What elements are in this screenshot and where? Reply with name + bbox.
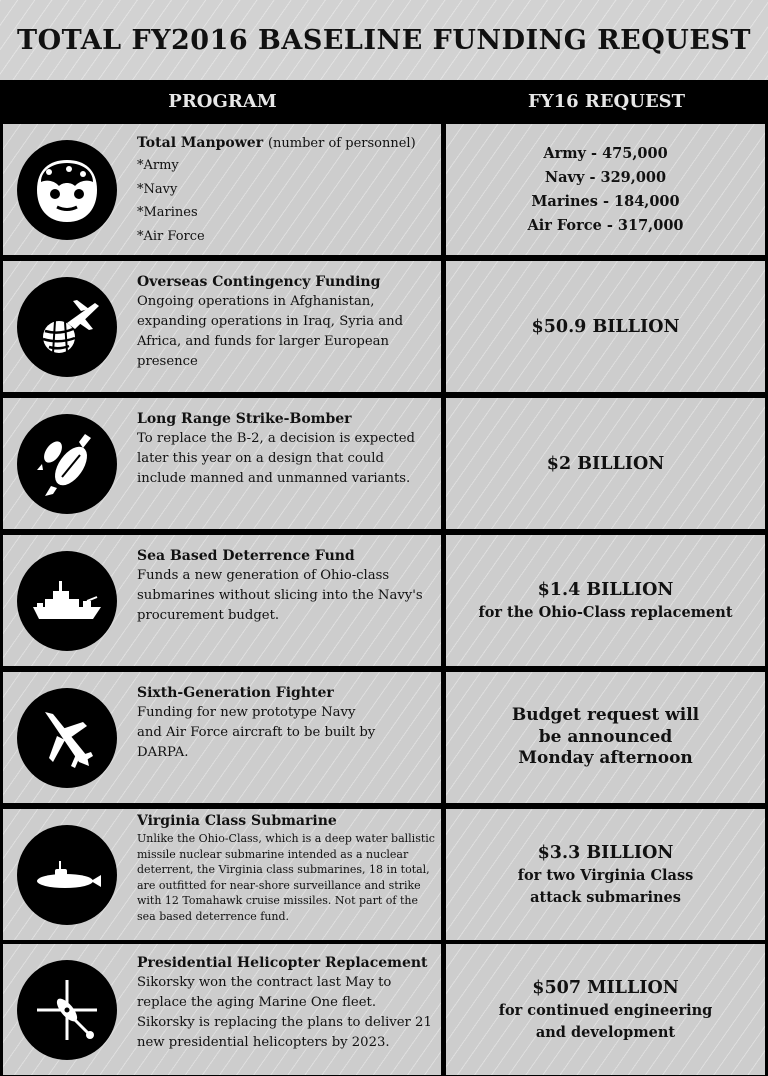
branch-item: *Navy (137, 181, 178, 197)
program-description: To replace the B-2, a decision is expected later this year on a design that could include manned and unmanned variants. (137, 431, 415, 486)
program-cell (3, 261, 441, 392)
request-line: Navy - 329,000 (544, 168, 667, 186)
program-description: Funding for new prototype Navy and Air Force aircraft to be built by DARPA. (137, 705, 376, 760)
request-amount: $507 MILLION (532, 977, 679, 998)
request-amount: $3.3 BILLION (537, 842, 674, 863)
program-cell (3, 535, 441, 666)
program-cell (3, 944, 441, 1075)
program-title: Sixth-Generation Fighter (137, 685, 334, 701)
program-title: Overseas Contingency Funding (137, 274, 381, 290)
request-amount: $2 BILLION (546, 453, 665, 474)
program-description: Sikorsky won the contract last May to replace the aging Marine One fleet. Sikorsky is replacing the plans to deliver 21 new presidential helicopters by 2023. (137, 975, 432, 1050)
table-row (3, 398, 765, 529)
request-column-header: FY16 REQUEST (527, 90, 686, 112)
program-cell (3, 398, 441, 529)
program-description: Unlike the Ohio-Class, which is a deep water ballistic missile nuclear submarine intended as a nuclear deterrent, the Virginia class submarines, 18 in total, are outfitted for near-shore surveillance and strike with 12 Tomahawk cruise missiles. Not part of the sea based deterrence fund. (137, 832, 435, 923)
program-title: Sea Based Deterrence Fund (137, 548, 355, 564)
table-row (3, 535, 765, 666)
program-title: Presidential Helicopter Replacement (137, 955, 428, 971)
table-row (3, 124, 765, 255)
program-title: Virginia Class Submarine (137, 813, 337, 829)
program-title: Total Manpower (number of personnel) (137, 135, 416, 151)
request-amount: $50.9 BILLION (531, 316, 680, 337)
table-header (0, 80, 768, 122)
soldier-helmet-icon (17, 140, 117, 240)
program-description: Ongoing operations in Afghanistan, expanding operations in Iraq, Syria and Africa, and funds for larger European presence (137, 294, 404, 369)
branch-item: *Marines (137, 205, 198, 220)
request-note: for the Ohio-Class replacement (478, 603, 733, 621)
request-cell (446, 809, 765, 940)
request-note: for continued engineering and development (498, 1001, 713, 1041)
program-column-header: PROGRAM (168, 90, 277, 112)
request-cell (446, 124, 765, 255)
request-cell (446, 398, 765, 529)
fighter-jet-icon (17, 688, 117, 788)
program-description: Funds a new generation of Ohio-class submarines without slicing into the Navy's procurement budget. (137, 568, 423, 623)
program-title-note: (number of personnel) (267, 136, 416, 151)
table-row (3, 809, 765, 940)
request-note: for two Virginia Class attack submarines (517, 866, 694, 906)
request-line: Marines - 184,000 (531, 192, 680, 210)
request-amount: Budget request will be announced Monday afternoon (511, 705, 700, 769)
request-line: Air Force - 317,000 (527, 216, 684, 234)
request-cell (446, 535, 765, 666)
branch-item: *Army (137, 158, 179, 173)
program-cell (3, 672, 441, 803)
request-cell (446, 672, 765, 803)
title-bar (0, 0, 768, 80)
warship-icon (17, 551, 117, 651)
request-amount: $1.4 BILLION (537, 579, 674, 600)
program-cell (3, 124, 441, 255)
personnel-list (527, 142, 683, 238)
branch-item: *Air Force (137, 228, 205, 244)
table-row (3, 261, 765, 392)
submarine-icon (17, 825, 117, 925)
page-title: TOTAL FY2016 BASELINE FUNDING REQUEST (17, 24, 751, 56)
bombs-icon (17, 414, 117, 514)
table-row (3, 944, 765, 1075)
request-cell (446, 261, 765, 392)
program-cell (3, 809, 441, 940)
table-row (3, 672, 765, 803)
helicopter-icon (17, 960, 117, 1060)
globe-plane-icon (17, 277, 117, 377)
request-line: Army - 475,000 (543, 144, 668, 162)
program-title: Long Range Strike-Bomber (137, 411, 352, 427)
request-cell (446, 944, 765, 1075)
